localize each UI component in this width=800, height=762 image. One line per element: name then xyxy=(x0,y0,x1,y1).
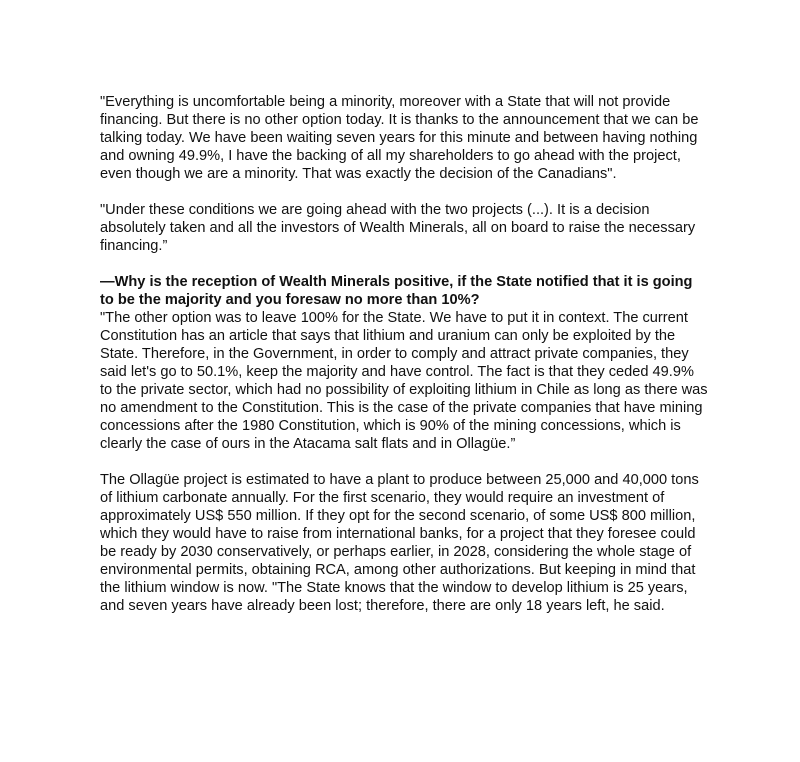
interview-answer: "The other option was to leave 100% for the State. We have to put it in context. The current Constitution has an article that says that lithium and uranium can only be exploited by the State. Therefore, in the Government, in order to comply and attract private companies, they said let's go to 50.1%, keep the majority and have control. The fact is that they ceded 49.9% to the private sector, which had no possibility of exploiting lithium in Chile as long as there was no amendment to the Constitution. This is the case of the private companies that have mining concessions after the 1980 Constitution, which is 90% of the mining concessions, which is clearly the case of ours in the Atacama salt flats and in Ollagüe.” xyxy=(100,310,708,452)
quote-paragraph-minority: "Everything is uncomfortable being a minority, moreover with a State that will not provide financing. But there is no other option today. It is thanks to the announcement that we can be talking today. We have been waiting seven years for this minute and between having nothing and owning 49.9%, I have the backing of all my shareholders to go ahead with the project, even though we are a minority. That was exactly the decision of the Canadians". xyxy=(100,94,699,182)
ollague-project-paragraph: The Ollagüe project is estimated to have a plant to produce between 25,000 and 40,000 tons of lithium carbonate annually. For the first scenario, they would require an investment of approximately US$ 550 million. If they opt for the second scenario, of some US$ 800 million, which they would have to raise from international banks, for a project that they foresee could be ready by 2030 conservatively, or perhaps earlier, in 2028, considering the whole stage of environmental permits, obtaining RCA, among other authorizations. But keeping in mind that the lithium window is now. "The State knows that the window to develop lithium is 25 years, and seven years have already been lost; therefore, there are only 18 years left, he said. xyxy=(100,472,699,614)
interview-question: —Why is the reception of Wealth Minerals positive, if the State notified that it is going to be the majority and you foresaw no more than 10%? xyxy=(100,274,693,308)
article-body xyxy=(100,93,710,633)
quote-paragraph-projects: "Under these conditions we are going ahead with the two projects (...). It is a decision absolutely taken and all the investors of Wealth Minerals, all on board to raise the necessary financing.” xyxy=(100,202,696,254)
